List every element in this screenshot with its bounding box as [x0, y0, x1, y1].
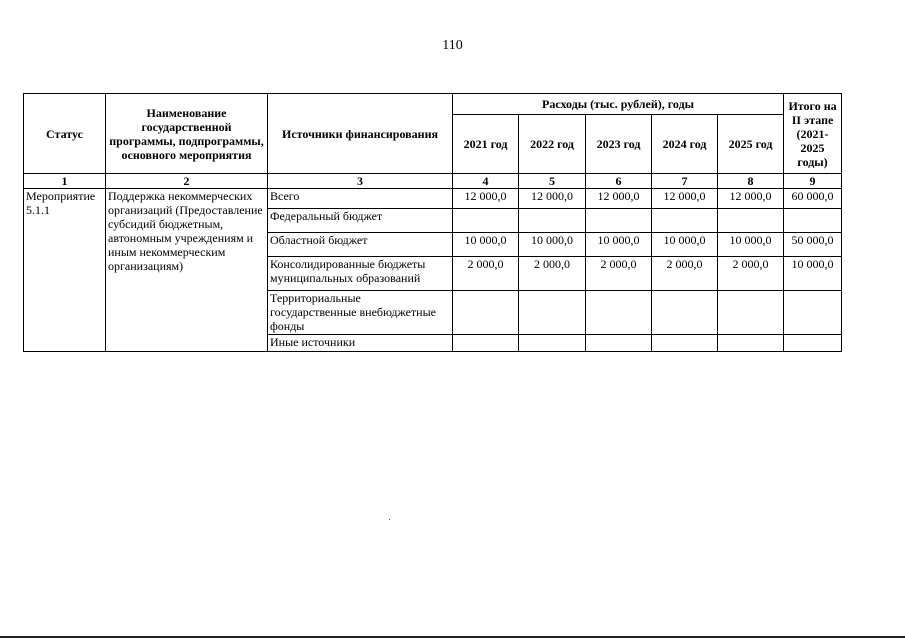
value-cell: 10 000,0: [586, 233, 652, 257]
scan-bottom-edge: [0, 636, 905, 638]
header-year-2023: 2023 год: [586, 115, 652, 174]
total-cell: 10 000,0: [784, 257, 842, 291]
value-cell: 2 000,0: [519, 257, 586, 291]
scan-speck: [389, 519, 390, 520]
value-cell: 12 000,0: [453, 189, 519, 209]
header-year-2025: 2025 год: [718, 115, 784, 174]
header-total: Итого на II этапе (2021-2025 годы): [784, 94, 842, 174]
column-number: 5: [519, 174, 586, 189]
value-cell: 10 000,0: [718, 233, 784, 257]
column-number: 8: [718, 174, 784, 189]
value-cell: 10 000,0: [519, 233, 586, 257]
column-number: 7: [652, 174, 718, 189]
value-cell: 10 000,0: [652, 233, 718, 257]
value-cell: [519, 335, 586, 352]
header-year-2024: 2024 год: [652, 115, 718, 174]
measure-status: Мероприятие 5.1.1: [24, 189, 106, 352]
value-cell: [519, 209, 586, 233]
total-cell: 50 000,0: [784, 233, 842, 257]
value-cell: [519, 291, 586, 335]
measure-name: Поддержка некоммерческих организаций (Предоставление субсидий бюджетным, автономным учреждениям и иным некоммерческим организациям): [106, 189, 268, 352]
value-cell: [652, 209, 718, 233]
column-number: 4: [453, 174, 519, 189]
budget-table: [23, 93, 842, 352]
total-cell: [784, 209, 842, 233]
column-number: 2: [106, 174, 268, 189]
value-cell: [586, 335, 652, 352]
table-row: [24, 189, 842, 209]
column-number: 1: [24, 174, 106, 189]
header-funding-sources: Источники финансирования: [268, 94, 453, 174]
source-cell: Территориальные государственные внебюджетные фонды: [268, 291, 453, 335]
value-cell: 2 000,0: [652, 257, 718, 291]
value-cell: [453, 209, 519, 233]
value-cell: [652, 291, 718, 335]
value-cell: [718, 291, 784, 335]
value-cell: [586, 291, 652, 335]
header-expenses-group: Расходы (тыс. рублей), годы: [453, 94, 784, 115]
source-cell: Областной бюджет: [268, 233, 453, 257]
header-program-name: Наименование государственной программы, подпрограммы, основного мероприятия: [106, 94, 268, 174]
value-cell: [586, 209, 652, 233]
source-cell: Федеральный бюджет: [268, 209, 453, 233]
value-cell: 12 000,0: [718, 189, 784, 209]
value-cell: 12 000,0: [586, 189, 652, 209]
value-cell: [718, 209, 784, 233]
value-cell: [453, 291, 519, 335]
column-number: 9: [784, 174, 842, 189]
source-cell: Всего: [268, 189, 453, 209]
value-cell: 12 000,0: [652, 189, 718, 209]
column-numbers-row: [24, 174, 842, 189]
value-cell: [652, 335, 718, 352]
value-cell: [718, 335, 784, 352]
value-cell: 2 000,0: [586, 257, 652, 291]
column-number: 6: [586, 174, 652, 189]
value-cell: 12 000,0: [519, 189, 586, 209]
header-row-1: [24, 94, 842, 115]
total-cell: 60 000,0: [784, 189, 842, 209]
value-cell: [453, 335, 519, 352]
total-cell: [784, 291, 842, 335]
source-cell: Консолидированные бюджеты муниципальных образований: [268, 257, 453, 291]
value-cell: 2 000,0: [453, 257, 519, 291]
total-cell: [784, 335, 842, 352]
column-number: 3: [268, 174, 453, 189]
header-year-2022: 2022 год: [519, 115, 586, 174]
header-status: Статус: [24, 94, 106, 174]
value-cell: 10 000,0: [453, 233, 519, 257]
source-cell: Иные источники: [268, 335, 453, 352]
page-number: 110: [442, 38, 463, 53]
value-cell: 2 000,0: [718, 257, 784, 291]
header-year-2021: 2021 год: [453, 115, 519, 174]
